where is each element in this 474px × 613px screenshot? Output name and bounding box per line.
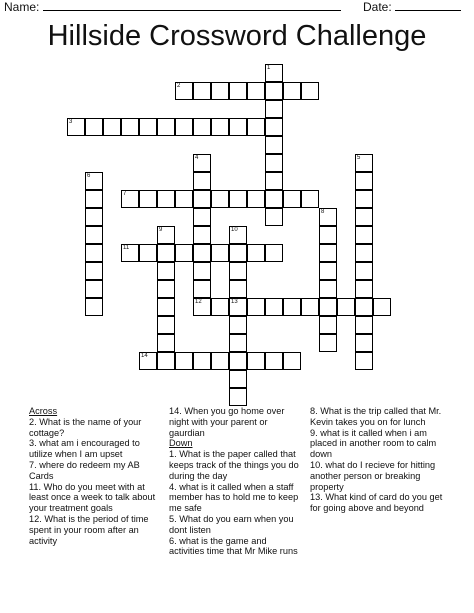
clue-number: 6 bbox=[87, 173, 91, 179]
grid-cell[interactable] bbox=[85, 244, 103, 262]
grid-cell[interactable] bbox=[139, 190, 157, 208]
grid-cell[interactable] bbox=[283, 298, 301, 316]
clue-number: 4 bbox=[195, 155, 199, 161]
grid-cell[interactable] bbox=[355, 316, 373, 334]
grid-cell[interactable] bbox=[319, 244, 337, 262]
grid-cell[interactable] bbox=[193, 262, 211, 280]
clue-across-12: 12. What is the period of time spent in your room after an activity bbox=[29, 513, 149, 546]
grid-cell[interactable] bbox=[157, 334, 175, 352]
grid-cell[interactable] bbox=[139, 352, 157, 370]
page-title: Hillside Crossword Challenge bbox=[47, 20, 427, 52]
grid-cell[interactable] bbox=[139, 244, 157, 262]
grid-cell[interactable] bbox=[265, 136, 283, 154]
date-label: Date: bbox=[363, 0, 392, 14]
clue-across-11: 11. Who do you meet with at least once a week to talk about your treatment goals bbox=[29, 481, 156, 514]
clue-number: 3 bbox=[69, 119, 73, 125]
grid-cell[interactable] bbox=[193, 190, 211, 208]
grid-cell[interactable] bbox=[211, 244, 229, 262]
grid-cell[interactable] bbox=[139, 118, 157, 136]
grid-cell[interactable] bbox=[229, 118, 247, 136]
grid-cell[interactable] bbox=[193, 118, 211, 136]
grid-cell[interactable] bbox=[85, 190, 103, 208]
across-heading: Across bbox=[29, 406, 58, 416]
grid-cell[interactable] bbox=[193, 352, 211, 370]
grid-cell[interactable] bbox=[355, 172, 373, 190]
grid-cell[interactable] bbox=[157, 262, 175, 280]
grid-cell[interactable] bbox=[193, 208, 211, 226]
clue-down-4: 4. what is it called when a staff member has to hold me to keep me safe bbox=[169, 481, 299, 514]
grid-cell[interactable] bbox=[319, 208, 337, 226]
grid-cell[interactable] bbox=[175, 352, 193, 370]
grid-cell[interactable] bbox=[265, 208, 283, 226]
clue-across-7: 7. where do redeem my AB Cards bbox=[29, 459, 140, 481]
clue-number: 1 bbox=[267, 65, 271, 71]
clue-number: 7 bbox=[123, 191, 127, 197]
clue-number: 8 bbox=[321, 209, 325, 215]
clue-down-13: 13. What kind of card do you get for going above and beyond bbox=[310, 492, 443, 514]
grid-cell[interactable] bbox=[211, 190, 229, 208]
grid-cell[interactable] bbox=[355, 208, 373, 226]
clue-down-1: 1. What is the paper called that keeps track of the things you do during the day bbox=[169, 449, 299, 481]
clue-number: 2 bbox=[177, 83, 181, 89]
grid-cell[interactable] bbox=[265, 352, 283, 370]
grid-cell[interactable] bbox=[157, 190, 175, 208]
grid-cell[interactable] bbox=[103, 118, 121, 136]
clue-across-3: 3. what am i encouraged to utilize when I am upset bbox=[29, 438, 140, 460]
grid-cell[interactable] bbox=[229, 370, 247, 388]
clue-down-10: 10. what do I recieve for hitting another person or breaking property bbox=[310, 459, 436, 492]
grid-cell[interactable] bbox=[157, 244, 175, 262]
grid-cell[interactable] bbox=[373, 298, 391, 316]
grid-cell[interactable] bbox=[265, 154, 283, 172]
clue-number: 9 bbox=[159, 227, 163, 233]
grid-cell[interactable] bbox=[355, 244, 373, 262]
grid-cell[interactable] bbox=[301, 298, 319, 316]
grid-cell[interactable] bbox=[265, 100, 283, 118]
grid-cell[interactable] bbox=[157, 352, 175, 370]
grid-cell[interactable] bbox=[175, 244, 193, 262]
grid-cell[interactable] bbox=[85, 208, 103, 226]
grid-cell[interactable] bbox=[85, 226, 103, 244]
grid-cell[interactable] bbox=[121, 244, 139, 262]
grid-cell[interactable] bbox=[211, 298, 229, 316]
grid-cell[interactable] bbox=[355, 226, 373, 244]
clue-number: 14 bbox=[141, 353, 148, 359]
grid-cell[interactable] bbox=[157, 226, 175, 244]
grid-cell[interactable] bbox=[319, 316, 337, 334]
grid-cell[interactable] bbox=[85, 118, 103, 136]
grid-cell[interactable] bbox=[355, 334, 373, 352]
grid-cell[interactable] bbox=[229, 334, 247, 352]
grid-cell[interactable] bbox=[229, 244, 247, 262]
grid-cell[interactable] bbox=[355, 262, 373, 280]
grid-cell[interactable] bbox=[85, 280, 103, 298]
grid-cell[interactable] bbox=[283, 352, 301, 370]
grid-cell[interactable] bbox=[193, 154, 211, 172]
grid-cell[interactable] bbox=[85, 172, 103, 190]
grid-cell[interactable] bbox=[337, 298, 355, 316]
grid-cell[interactable] bbox=[247, 352, 265, 370]
grid-cell[interactable] bbox=[355, 190, 373, 208]
grid-cell[interactable] bbox=[193, 298, 211, 316]
grid-cell[interactable] bbox=[265, 118, 283, 136]
clue-number: 12 bbox=[195, 299, 202, 305]
grid-cell[interactable] bbox=[283, 190, 301, 208]
grid-cell[interactable] bbox=[283, 82, 301, 100]
grid-cell[interactable] bbox=[157, 280, 175, 298]
grid-cell[interactable] bbox=[247, 244, 265, 262]
grid-cell[interactable] bbox=[85, 298, 103, 316]
clue-number: 10 bbox=[231, 227, 238, 233]
grid-cell[interactable] bbox=[157, 118, 175, 136]
clue-across-14: 14. When you go home over night with your parent or gaurdian bbox=[169, 406, 285, 438]
grid-cell[interactable] bbox=[265, 82, 283, 100]
clue-down-6: 6. what is the game and activities time that Mr Mike runs bbox=[169, 535, 298, 557]
grid-cell[interactable] bbox=[229, 226, 247, 244]
grid-cell[interactable] bbox=[229, 388, 247, 406]
grid-cell[interactable] bbox=[175, 118, 193, 136]
grid-cell[interactable] bbox=[67, 118, 85, 136]
grid-cell[interactable] bbox=[229, 352, 247, 370]
grid-cell[interactable] bbox=[355, 298, 373, 316]
grid-cell[interactable] bbox=[229, 298, 247, 316]
grid-cell[interactable] bbox=[247, 190, 265, 208]
down-clues-col3 bbox=[310, 406, 446, 514]
grid-cell[interactable] bbox=[229, 262, 247, 280]
across-clues-col1 bbox=[29, 406, 164, 546]
grid-cell[interactable] bbox=[265, 64, 283, 82]
clue-down-9: 9. what is it called when i am placed in another room to calm down bbox=[310, 427, 437, 460]
grid-cell[interactable] bbox=[193, 280, 211, 298]
grid-cell[interactable] bbox=[211, 118, 229, 136]
grid-cell[interactable] bbox=[301, 190, 319, 208]
grid-cell[interactable] bbox=[319, 280, 337, 298]
grid-cell[interactable] bbox=[229, 316, 247, 334]
grid-cell[interactable] bbox=[265, 172, 283, 190]
clue-number: 13 bbox=[231, 299, 238, 305]
grid-cell[interactable] bbox=[247, 82, 265, 100]
grid-cell[interactable] bbox=[157, 316, 175, 334]
grid-cell[interactable] bbox=[175, 190, 193, 208]
grid-cell[interactable] bbox=[229, 190, 247, 208]
grid-cell[interactable] bbox=[355, 280, 373, 298]
grid-cell[interactable] bbox=[229, 82, 247, 100]
grid-cell[interactable] bbox=[247, 298, 265, 316]
grid-cell[interactable] bbox=[355, 154, 373, 172]
clue-number: 5 bbox=[357, 155, 361, 161]
name-label: Name: bbox=[4, 0, 40, 14]
grid-cell[interactable] bbox=[247, 118, 265, 136]
down-heading: Down bbox=[169, 438, 193, 449]
grid-cell[interactable] bbox=[193, 172, 211, 190]
grid-cell[interactable] bbox=[301, 82, 319, 100]
grid-cell[interactable] bbox=[265, 244, 283, 262]
clue-across-2: 2. What is the name of your cottage? bbox=[29, 416, 142, 438]
grid-cell[interactable] bbox=[175, 82, 193, 100]
grid-cell[interactable] bbox=[193, 226, 211, 244]
grid-cell[interactable] bbox=[85, 262, 103, 280]
grid-cell[interactable] bbox=[265, 298, 283, 316]
grid-cell[interactable] bbox=[193, 82, 211, 100]
grid-cell[interactable] bbox=[319, 298, 337, 316]
clues-col2 bbox=[169, 406, 303, 557]
grid-cell[interactable] bbox=[319, 334, 337, 352]
grid-cell[interactable] bbox=[193, 244, 211, 262]
grid-cell[interactable] bbox=[211, 82, 229, 100]
clue-down-8: 8. What is the trip called that Mr. Kevin takes you on for lunch bbox=[310, 406, 442, 427]
grid-cell[interactable] bbox=[229, 280, 247, 298]
grid-cell[interactable] bbox=[121, 118, 139, 136]
grid-cell[interactable] bbox=[265, 190, 283, 208]
grid-cell[interactable] bbox=[211, 352, 229, 370]
grid-cell[interactable] bbox=[319, 262, 337, 280]
grid-cell[interactable] bbox=[319, 226, 337, 244]
clue-down-5: 5. What do you earn when you dont listen bbox=[169, 513, 294, 535]
grid-cell[interactable] bbox=[121, 190, 139, 208]
clue-number: 11 bbox=[123, 245, 130, 251]
grid-cell[interactable] bbox=[355, 352, 373, 370]
grid-cell[interactable] bbox=[157, 298, 175, 316]
